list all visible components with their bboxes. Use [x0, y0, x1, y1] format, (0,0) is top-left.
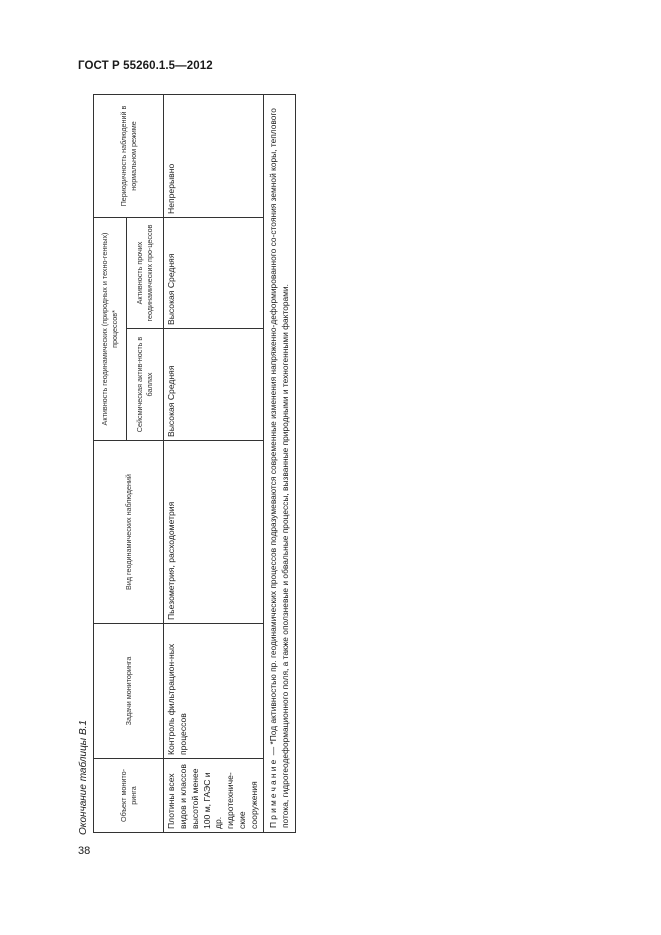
page-number: 38: [78, 845, 91, 857]
monitoring-table: [93, 94, 296, 833]
cell-other: Высокая Средняя: [164, 218, 264, 329]
cell-periodicity: Непрерывно: [164, 95, 264, 218]
table-row: [164, 95, 264, 833]
table-note: [263, 95, 295, 833]
col-header-tasks: Задачи мониторинга: [94, 624, 164, 759]
col-header-periodicity: Периодичность наблюдений в нормальном режиме: [94, 95, 164, 218]
header-row: [94, 95, 127, 833]
col-header-other: Активность прочих геодинамических про-цессов: [127, 218, 164, 329]
cell-type: Пьезометрия, расходометрия: [164, 441, 264, 624]
table-caption: Окончание таблицы В.1: [78, 720, 89, 835]
col-header-type: Вид геодинамических наблюдений: [94, 441, 164, 624]
standard-code: ГОСТ Р 55260.1.5—2012: [78, 60, 213, 72]
note-label: Примечание: [267, 757, 278, 828]
note-text: — *Под активностью пр. геодинамических процессов подразумеваются современные изменения напряженно-деформированного со-стояния земной коры, теплового потока, гидрогеодеформационного поля, а также оползневые и обвальные процессы, вызванные природными и техногенными факторами.: [267, 108, 290, 828]
cell-object: Плотины всех видов и классов высотой менее 100 м, ГАЭС и др. гидротехниче-ские сооружения: [164, 759, 264, 833]
cell-seismic: Высокая Средняя: [164, 329, 264, 441]
rotated-content: [78, 95, 290, 835]
cell-tasks: Контроль фильтрацион-ных процессов: [164, 624, 264, 759]
col-header-activity-group: Активность геодинамических (природных и техно-генных) процессов*: [94, 218, 127, 441]
rotated-table-area: [78, 95, 290, 835]
col-header-seismic: Сейсмическая актив-ность в баллах: [127, 329, 164, 441]
col-header-object: Объект монито-ринга: [94, 759, 164, 833]
note-row: [263, 95, 295, 833]
